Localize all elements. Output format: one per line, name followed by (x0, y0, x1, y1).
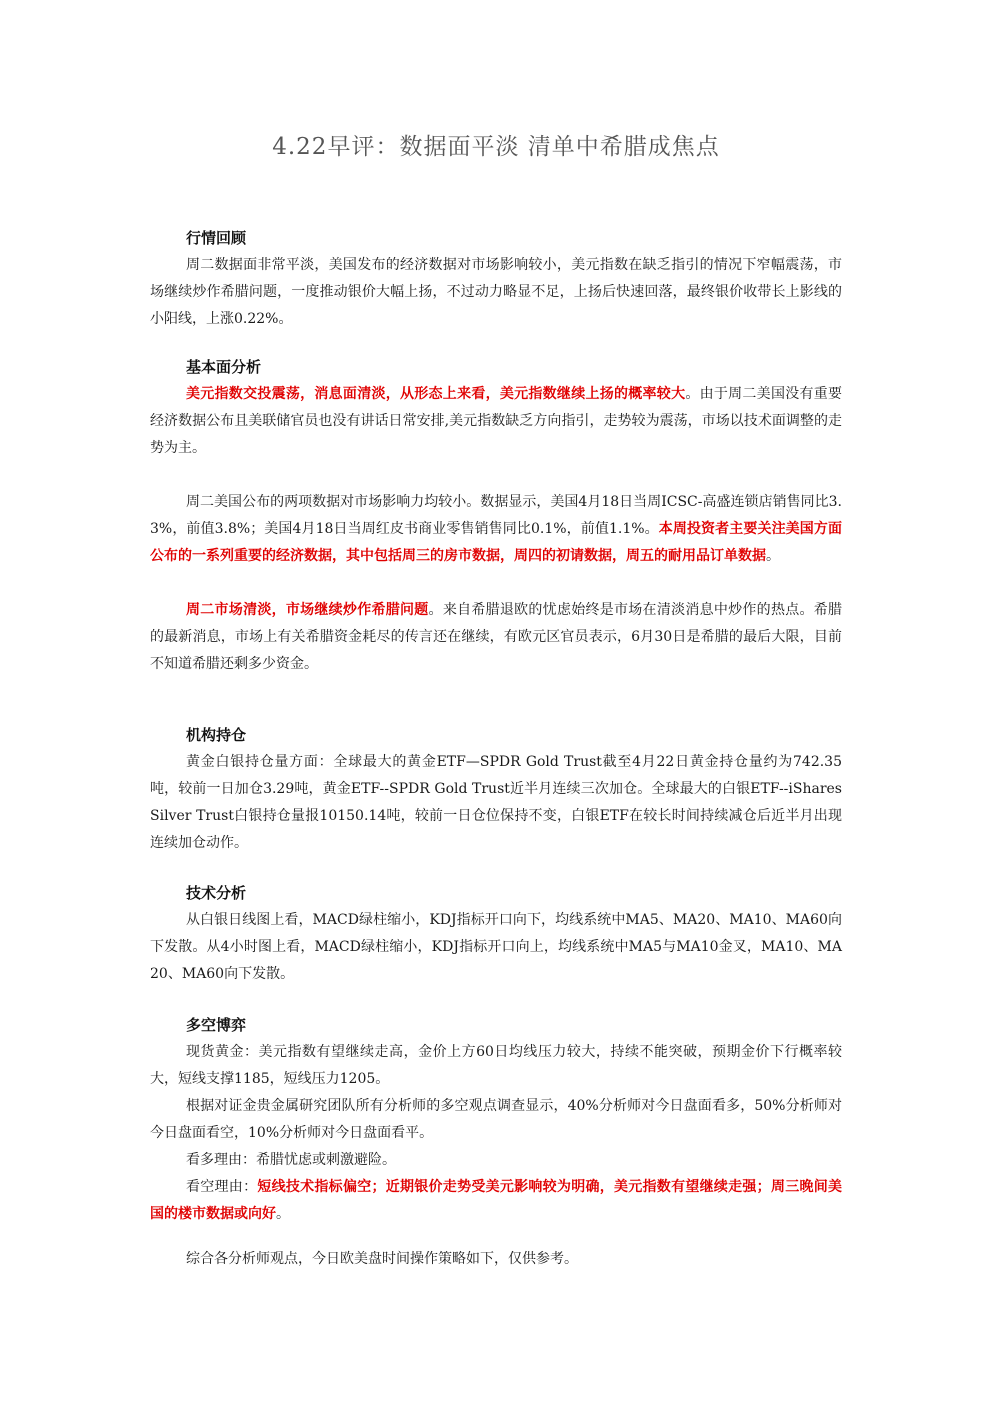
paragraph: 现货黄金：美元指数有望继续走高，金价上方60日均线压力较大，持续不能突破，预期金价下行概率较大，短线支撑1185，短线压力1205。 (150, 1044, 842, 1087)
paragraph: 黄金白银持仓量方面：全球最大的黄金ETF—SPDR Gold Trust截至4月22日黄金持仓量约为742.35吨，较前一日加仓3.29吨，黄金ETF--SPDR Gold Trust近半月连续三次加仓。全球最大的白银ETF--iShares Silver Trust白银持仓量报10150.14吨，较前一日仓位保持不变，白银ETF在较长时间持续减仓后近半月出现连续加仓动作。 (150, 754, 842, 851)
body-text: 。由于周二美国没有重要经济数据公布且美联储官员也没有讲话日常安排,美元指数缺乏方向指引，走势较为震荡，市场以技术面调整的走势为主。 (150, 386, 843, 456)
paragraph: 根据对证金贵金属研究团队所有分析师的多空观点调查显示，40%分析师对今日盘面看多，50%分析师对今日盘面看空，10%分析师对今日盘面看平。 (150, 1098, 842, 1141)
paragraph: 周二数据面非常平淡，美国发布的经济数据对市场影响较小，美元指数在缺乏指引的情况下窄幅震荡，市场继续炒作希腊问题，一度推动银价大幅上扬，不过动力略显不足，上扬后快速回落，最终银价收带长上影线的小阳线，上涨0.22%。 (150, 257, 842, 327)
highlighted-text: 短线技术指标偏空；近期银价走势受美元影响较为明确，美元指数有望继续走强；周三晚间美国的楼市数据或向好 (150, 1179, 843, 1222)
highlighted-text: 周二市场清淡，市场继续炒作希腊问题 (186, 602, 429, 618)
paragraph: 综合各分析师观点，今日欧美盘时间操作策略如下，仅供参考。 (186, 1251, 578, 1267)
body-text: 周二美国公布的两项数据对市场影响力均较小。数据显示，美国4月18日当周ICSC-高盛连锁店销售同比3.3%，前值3.8%；美国4月18日当周红皮书商业零售销售同比0.1%，前值1.1%。 (150, 494, 842, 537)
paragraph (150, 597, 842, 678)
section-heading: 基本面分析 (186, 358, 262, 376)
section-heading: 机构持仓 (186, 726, 247, 744)
paragraph (150, 1174, 842, 1228)
highlighted-text: 美元指数交投震荡，消息面清淡，从形态上来看，美元指数继续上扬的概率较大 (186, 386, 686, 402)
paragraph: 看多理由：希腊忧虑或刺激避险。 (186, 1152, 396, 1168)
section-heading: 技术分析 (186, 884, 247, 902)
body-text: 。 (766, 548, 780, 564)
paragraph: 从白银日线图上看，MACD绿柱缩小，KDJ指标开口向下，均线系统中MA5、MA20、MA10、MA60向下发散。从4小时图上看，MACD绿柱缩小，KDJ指标开口向上，均线系统中MA5与MA10金叉，MA10、MA20、MA60向下发散。 (150, 912, 842, 982)
body-text: 。来自希腊退欧的忧虑始终是市场在清淡消息中炒作的热点。希腊的最新消息，市场上有关希腊资金耗尽的传言还在继续，有欧元区官员表示，6月30日是希腊的最后大限，目前不知道希腊还剩多少资金。 (150, 602, 843, 672)
paragraph (150, 489, 842, 570)
page-title: 4.22早评：数据面平淡 清单中希腊成焦点 (272, 134, 720, 160)
section-technical-analysis (150, 883, 842, 988)
highlighted-text: 本周投资者主要关注美国方面公布的一系列重要的经济数据，其中包括周三的房市数据，周四的初请数据，周五的耐用品订单数据 (150, 521, 842, 564)
body-text: 看空理由： (186, 1179, 258, 1195)
section-heading: 多空博弈 (186, 1016, 247, 1034)
section-fundamental-analysis (150, 357, 842, 678)
section-long-short-debate (150, 1015, 842, 1228)
section-summary (150, 1246, 842, 1273)
body-text: 。 (276, 1206, 290, 1222)
section-heading: 行情回顾 (186, 229, 247, 247)
section-institutional-positions (150, 725, 842, 857)
paragraph (150, 381, 842, 462)
section-market-review (150, 228, 842, 333)
